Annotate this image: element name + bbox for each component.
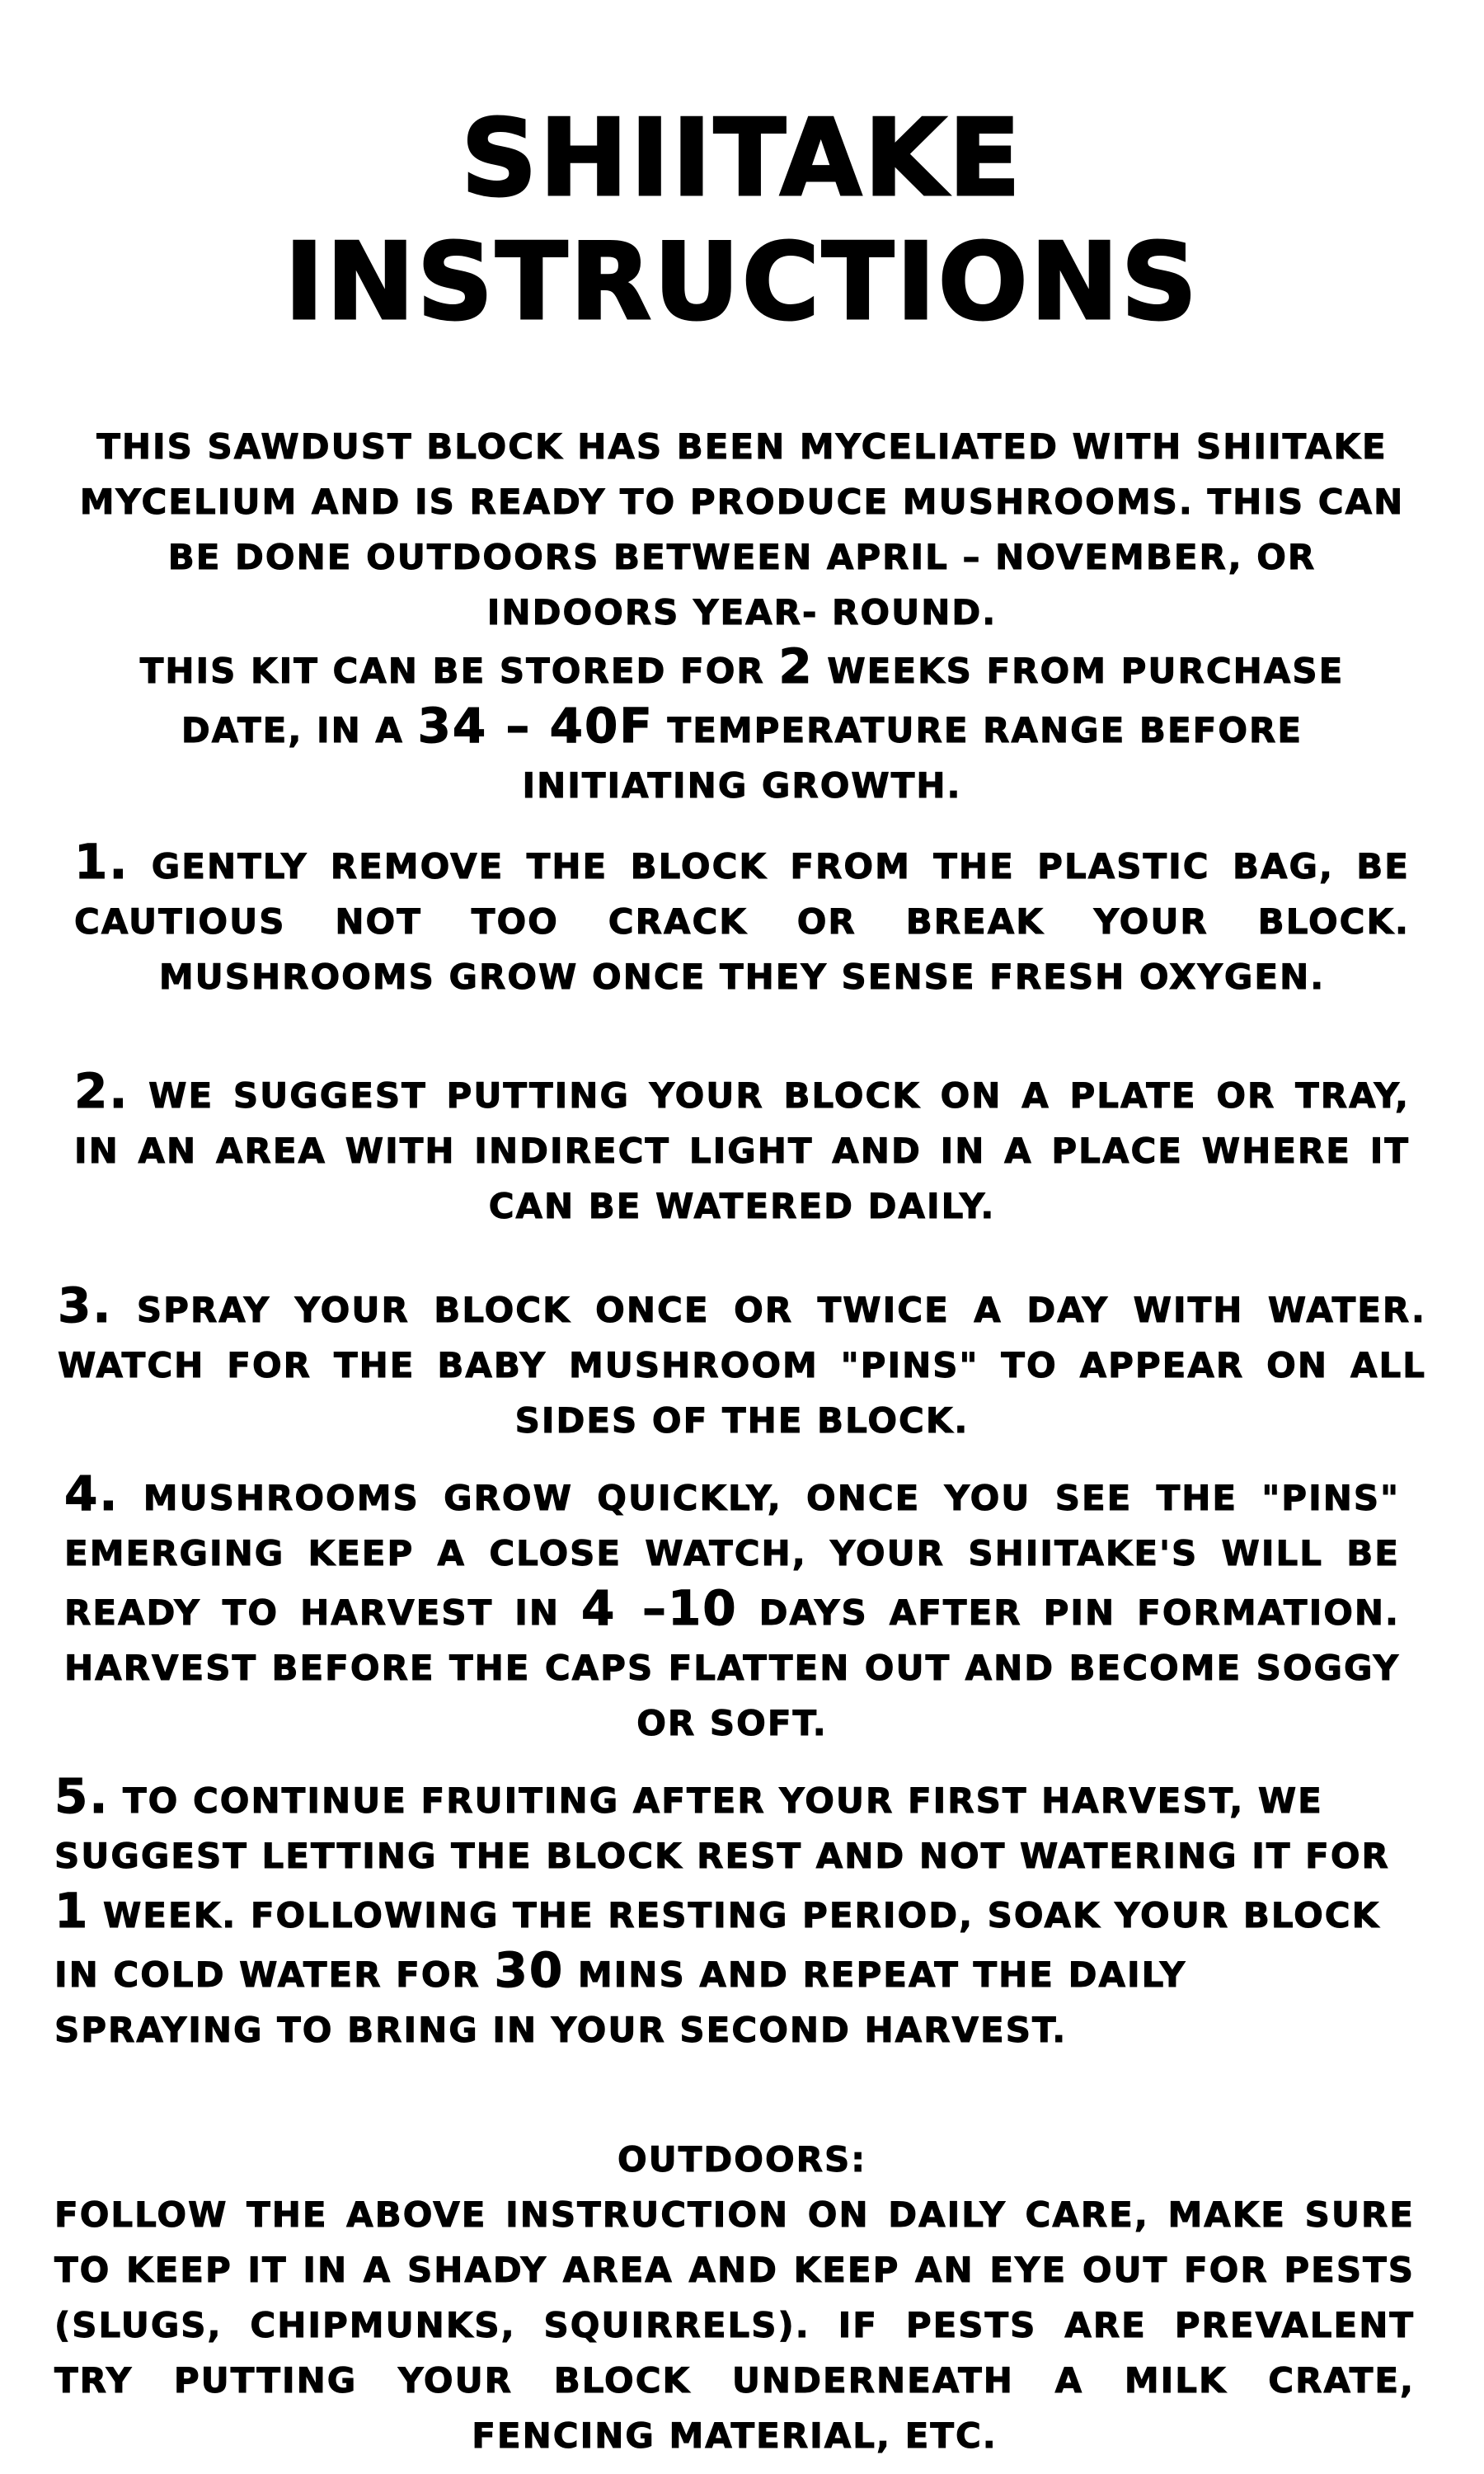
step-5-body-pre: TO CONTINUE FRUITING AFTER YOUR FIRST HARVEST, WE SUGGEST LETTING THE BLOCK REST AND NOT WATERING IT FOR [54, 1780, 1390, 1876]
intro-text: THIS SAWDUST BLOCK HAS BEEN MYCELIATED WITH SHIITAKE MYCELIUM AND IS READY TO PRODUCE MUSHROOMS. THIS CAN BE DONE OUTDOORS BETWEEN APRIL – NOVEMBER, OR INDOORS YEAR- ROUND. [79, 426, 1405, 633]
step-5-body-post: MINS AND REPEAT THE DAILY SPRAYING TO BRING IN YOUR SECOND HARVEST. [54, 1954, 1187, 2050]
storage-text [74, 639, 1410, 813]
step-4-days: 4 –10 [581, 1580, 738, 1636]
step-5-rest-weeks: 1 [54, 1883, 90, 1939]
step-2-number: 2. [74, 1063, 129, 1119]
outdoors-paragraph [54, 2187, 1415, 2463]
step-5 [54, 1769, 1407, 2058]
storage-mid: WEEKS FROM PURCHASE DATE, IN A [181, 651, 1345, 750]
storage-post: TEMPERATURE RANGE BEFORE INITIATING GROWTH. [522, 710, 1303, 806]
step-5-body-mid: WEEK. FOLLOWING THE RESTING PERIOD, SOAK YOUR BLOCK IN COLD WATER FOR [54, 1895, 1381, 1995]
step-2-body: WE SUGGEST PUTTING YOUR BLOCK ON A PLATE OR TRAY, IN AN AREA WITH INDIRECT LIGHT AND IN A PLACE WHERE IT CAN BE WATERED DAILY. [74, 1075, 1410, 1226]
step-5-soak-mins: 30 [494, 1942, 565, 1998]
outdoors-heading: OUTDOORS: [617, 2139, 867, 2180]
step-4-body-post: DAYS AFTER PIN FORMATION. HARVEST BEFORE THE CAPS FLATTEN OUT AND BECOME SOGGY OR SOFT. [64, 1592, 1401, 1743]
step-3-body: SPRAY YOUR BLOCK ONCE OR TWICE A DAY WITH WATER. WATCH FOR THE BABY MUSHROOM "PINS" TO APPEAR ON ALL SIDES OF THE BLOCK. [58, 1290, 1426, 1441]
page-title-line-2: INSTRUCTIONS [284, 221, 1200, 344]
step-2 [74, 1064, 1410, 1234]
storage-weeks: 2 [778, 638, 814, 694]
step-5-number: 5. [54, 1768, 110, 1824]
step-1-body: GENTLY REMOVE THE BLOCK FROM THE PLASTIC BAG, BE CAUTIOUS NOT TOO CRACK OR BREAK YOUR BLOCK. MUSHROOMS GROW ONCE THEY SENSE FRESH OXYGEN. [74, 846, 1410, 997]
step-4-body-pre: MUSHROOMS GROW QUICKLY, ONCE YOU SEE THE "PINS" EMERGING KEEP A CLOSE WATCH, YOUR SHIITAKE'S WILL BE READY TO HARVEST IN [64, 1478, 1400, 1633]
step-4 [64, 1466, 1400, 1751]
storage-paragraph [74, 639, 1410, 813]
step-1-text [74, 835, 1410, 1004]
step-1 [74, 835, 1410, 1004]
page-title-line-1: SHIITAKE [461, 97, 1023, 220]
step-5-text [54, 1769, 1407, 2058]
step-1-number: 1. [74, 834, 129, 890]
storage-temperature: 34 – 40F [417, 698, 654, 754]
step-2-text [74, 1064, 1410, 1234]
step-4-number: 4. [64, 1465, 120, 1522]
outdoors-text: FOLLOW THE ABOVE INSTRUCTION ON DAILY CARE, MAKE SURE TO KEEP IT IN A SHADY AREA AND KEEP AN EYE OUT FOR PESTS (SLUGS, CHIPMUNKS, SQUIRRELS). IF PESTS ARE PREVALENT TRY PUTTING YOUR BLOCK UNDERNEATH A MILK CRATE, FENCING MATERIAL, ETC. [54, 2194, 1415, 2456]
step-3-number: 3. [58, 1277, 113, 1333]
step-4-text [64, 1466, 1400, 1751]
intro-paragraph [74, 419, 1410, 640]
storage-pre: THIS KIT CAN BE STORED FOR [139, 651, 779, 691]
step-3 [58, 1278, 1426, 1448]
step-3-text [58, 1278, 1426, 1448]
